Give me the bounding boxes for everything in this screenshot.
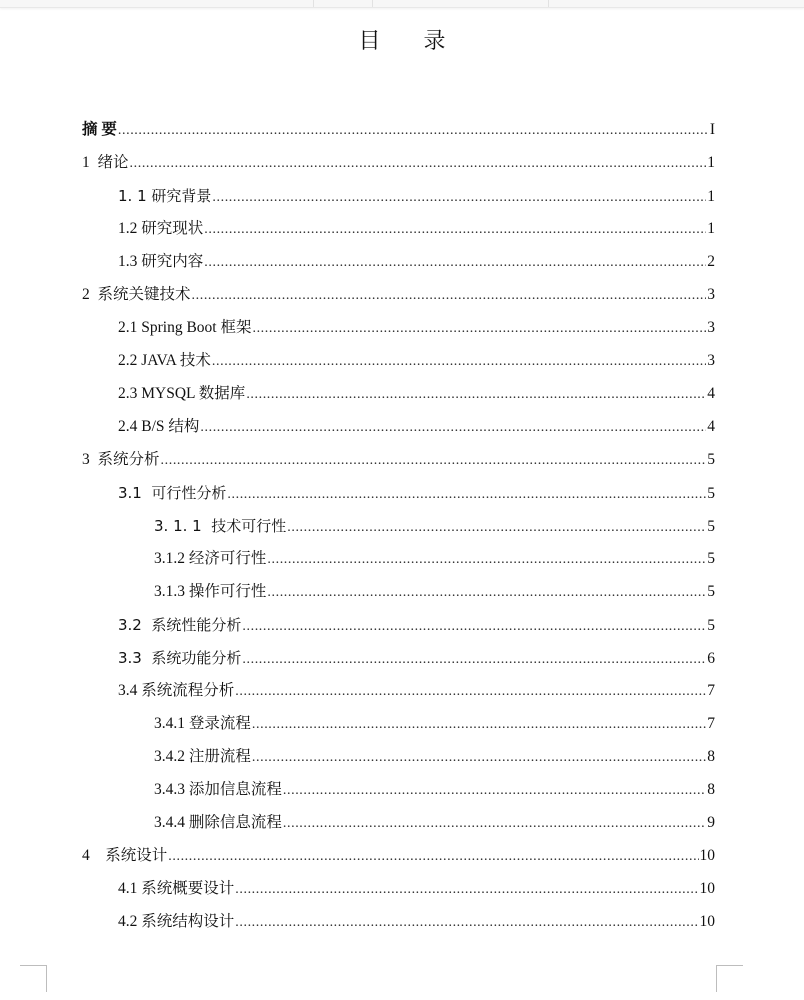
toc-entry-page-number: 5 (707, 550, 715, 567)
toc-entry[interactable] (82, 150, 715, 176)
toc-entry[interactable] (118, 315, 715, 341)
toc-entry-page-number: 6 (707, 650, 715, 667)
toc-entry-label: 2 系统关键技术 (82, 286, 191, 303)
dot-leader (204, 217, 706, 243)
toc-entry-label: 3. 1. 1 技术可行性 (154, 517, 287, 535)
dot-leader (246, 382, 706, 408)
toc-entry[interactable] (82, 117, 715, 143)
toc-entry-page-number: 10 (699, 847, 715, 864)
page-title: 目 录 (358, 29, 464, 54)
toc-entry-label: 1. 1 研究背景 (118, 187, 212, 205)
dot-leader (227, 482, 706, 508)
dot-leader (212, 185, 706, 211)
toc-entry-label: 4.2 系统结构设计 (118, 913, 235, 930)
toc-entry-page-number: 3 (707, 286, 715, 303)
toc-entry-page-number: 10 (699, 880, 715, 897)
dot-leader (283, 778, 706, 804)
toc-entry[interactable] (118, 612, 715, 638)
toc-entry-label: 3.4.4 删除信息流程 (154, 814, 282, 831)
toc-entry-page-number: 3 (707, 319, 715, 336)
dot-leader (252, 316, 706, 342)
toc-entry[interactable] (82, 447, 715, 473)
toc-entry[interactable] (82, 282, 715, 308)
toc-entry-label: 2.4 B/S 结构 (118, 418, 200, 435)
toc-entry[interactable] (118, 381, 715, 407)
toc-entry-page-number: 5 (707, 617, 715, 634)
toc-entry-label: 3.4.3 添加信息流程 (154, 781, 282, 798)
toc-entry[interactable] (154, 513, 715, 539)
toc-entry[interactable] (118, 480, 715, 506)
toc-entry-page-number: 1 (707, 154, 715, 171)
dot-leader (242, 647, 706, 673)
toc-entry-page-number: 3 (707, 352, 715, 369)
toc-entry-page-number: 2 (707, 253, 715, 270)
dot-leader (252, 745, 706, 771)
toc-entry-label: 3.4 系统流程分析 (118, 682, 235, 699)
toc-entry-label: 3 系统分析 (82, 451, 160, 468)
toc-entry-label: 2.1 Spring Boot 框架 (118, 319, 252, 336)
toc-entry-page-number: 1 (707, 220, 715, 237)
toc-entry-page-number: 5 (707, 485, 715, 502)
toc-entry[interactable] (118, 414, 715, 440)
toc-entry[interactable] (154, 777, 715, 803)
toc-entry-label: 1.3 研究内容 (118, 253, 204, 270)
toc-entry-label: 1 绪论 (82, 154, 129, 171)
toc-entry-page-number: 7 (707, 682, 715, 699)
toc-entry-label: 3.4.2 注册流程 (154, 748, 251, 765)
toc-entry[interactable] (154, 711, 715, 737)
toc-entry[interactable] (154, 579, 715, 605)
dot-leader (235, 877, 698, 903)
ruler-separator (372, 0, 373, 7)
top-ruler-strip (0, 0, 804, 8)
dot-leader (192, 283, 707, 309)
dot-leader (252, 712, 706, 738)
toc-entry-label: 3.1.3 操作可行性 (154, 583, 267, 600)
toc-entry[interactable] (82, 843, 715, 869)
toc-entry-page-number: 5 (707, 451, 715, 468)
toc-entry-page-number: 4 (707, 385, 715, 402)
dot-leader (242, 614, 706, 640)
dot-leader (287, 515, 706, 541)
toc-entry[interactable] (118, 249, 715, 275)
toc-entry-label: 4 系统设计 (82, 847, 168, 864)
toc-entry-page-number: 9 (707, 814, 715, 831)
toc-entry[interactable] (118, 678, 715, 704)
dot-leader (168, 844, 698, 870)
toc-entry-page-number: 8 (707, 748, 715, 765)
dot-leader (235, 910, 698, 936)
toc-entry[interactable] (118, 183, 715, 209)
toc-entry[interactable] (118, 909, 715, 935)
toc-entry-page-number: 4 (707, 418, 715, 435)
toc-entry-label: 摘 要 (82, 121, 117, 138)
dot-leader (204, 250, 706, 276)
toc-entry[interactable] (118, 216, 715, 242)
toc-entry-label: 3.2 系统性能分析 (118, 616, 242, 634)
toc-entry-label: 4.1 系统概要设计 (118, 880, 235, 897)
ruler-separator (548, 0, 549, 7)
toc-entry[interactable] (154, 744, 715, 770)
toc-entry[interactable] (118, 876, 715, 902)
toc-entry-label: 3.4.1 登录流程 (154, 715, 251, 732)
dot-leader (212, 349, 706, 375)
dot-leader (130, 151, 707, 177)
toc-entry-page-number: 1 (707, 188, 715, 205)
margin-corner-mark-left (20, 965, 47, 992)
toc-entry[interactable] (118, 348, 715, 374)
toc-entry-page-number: 10 (699, 913, 715, 930)
toc-entry-page-number: 5 (707, 583, 715, 600)
dot-leader (235, 679, 706, 705)
dot-leader (118, 118, 709, 144)
toc-entry-label: 3.3 系统功能分析 (118, 649, 242, 667)
toc-entry-page-number: 5 (707, 518, 715, 535)
toc-entry-label: 3.1 可行性分析 (118, 484, 227, 502)
dot-leader (200, 415, 706, 441)
ruler-separator (313, 0, 314, 7)
toc-entry[interactable] (118, 645, 715, 671)
toc-entry-label: 1.2 研究现状 (118, 220, 204, 237)
margin-corner-mark-right (716, 965, 743, 992)
toc-entry-label: 2.3 MYSQL 数据库 (118, 385, 246, 402)
dot-leader (267, 547, 706, 573)
dot-leader (283, 811, 706, 837)
toc-entry-page-number: 8 (707, 781, 715, 798)
toc-entry[interactable] (154, 810, 715, 836)
dot-leader (161, 448, 707, 474)
toc-entry-page-number: 7 (707, 715, 715, 732)
toc-entry[interactable] (154, 546, 715, 572)
toc-entry-page-number: I (709, 121, 715, 138)
toc-entry-label: 2.2 JAVA 技术 (118, 352, 211, 369)
toc-entry-label: 3.1.2 经济可行性 (154, 550, 267, 567)
dot-leader (267, 580, 706, 606)
